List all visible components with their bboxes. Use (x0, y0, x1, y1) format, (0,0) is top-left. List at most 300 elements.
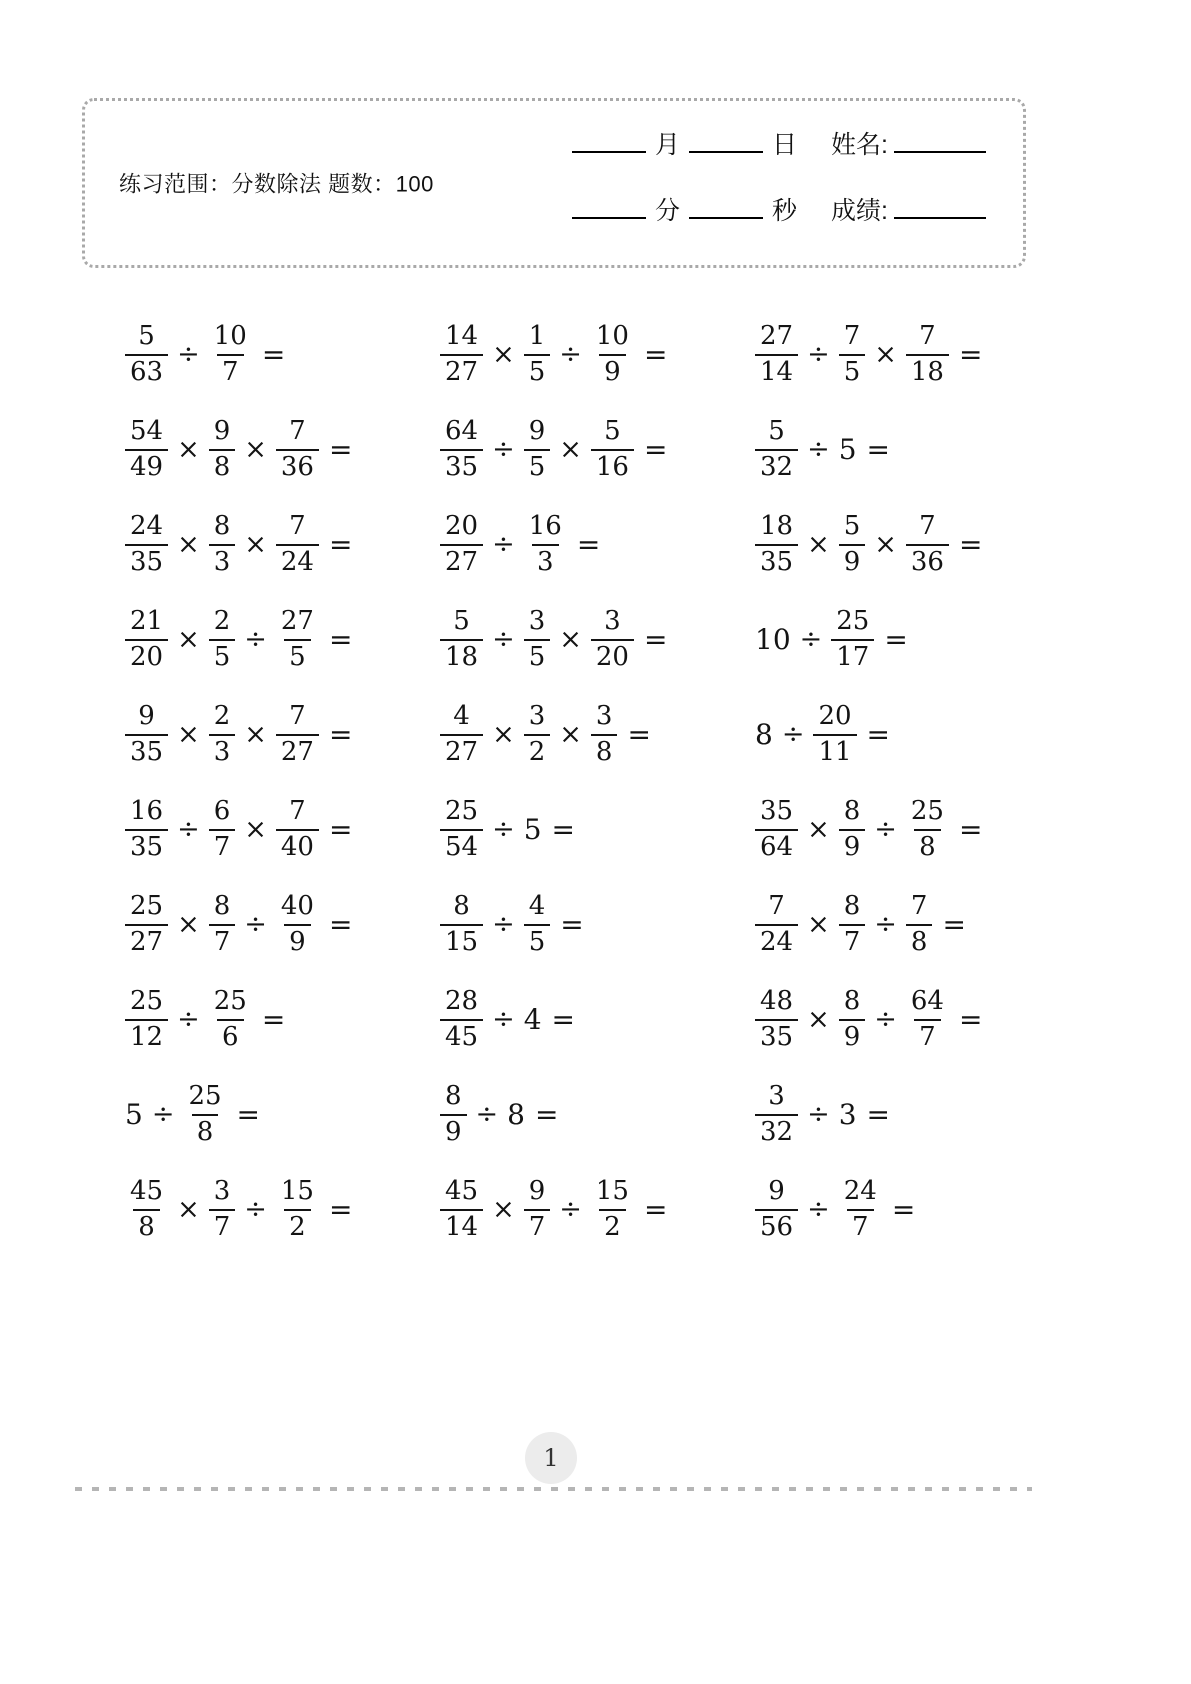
equals-sign: = (643, 338, 668, 371)
fraction (125, 700, 168, 767)
problem (125, 497, 440, 592)
fraction (440, 985, 483, 1052)
multiply-operator: × (177, 719, 200, 750)
name-blank (894, 149, 986, 153)
denominator: 35 (440, 449, 483, 481)
numerator: 45 (130, 1175, 164, 1206)
problem (755, 972, 1095, 1067)
multiply-operator: × (177, 624, 200, 655)
divide-operator: ÷ (244, 909, 267, 940)
denominator: 5 (284, 639, 311, 671)
fraction (125, 890, 168, 957)
numerator: 10 (213, 320, 247, 351)
fraction (591, 1175, 634, 1242)
numerator: 5 (453, 605, 470, 636)
problem (440, 497, 755, 592)
numerator: 16 (130, 795, 164, 826)
denominator: 7 (914, 1019, 941, 1051)
denominator: 11 (813, 734, 856, 766)
fraction (209, 890, 236, 957)
denominator: 5 (524, 449, 551, 481)
numerator: 20 (818, 700, 852, 731)
denominator: 35 (755, 544, 798, 576)
denominator: 20 (591, 639, 634, 671)
divide-operator: ÷ (177, 1004, 200, 1035)
numerator: 25 (910, 795, 944, 826)
denominator: 5 (209, 639, 236, 671)
numerator: 54 (130, 415, 164, 446)
problem (440, 402, 755, 497)
numerator: 48 (760, 985, 794, 1016)
denominator: 45 (440, 1019, 483, 1051)
problem (125, 877, 440, 972)
denominator: 54 (440, 829, 483, 861)
equals-sign: = (958, 1003, 983, 1036)
denominator: 5 (524, 924, 551, 956)
numerator: 21 (130, 605, 164, 636)
denominator: 36 (276, 449, 319, 481)
numerator: 5 (138, 320, 155, 351)
numerator: 16 (528, 510, 562, 541)
denominator: 40 (276, 829, 319, 861)
divide-operator: ÷ (874, 909, 897, 940)
month-blank (572, 149, 646, 153)
fraction (183, 1080, 226, 1147)
divide-operator: ÷ (807, 1099, 830, 1130)
numerator: 64 (445, 415, 479, 446)
divide-operator: ÷ (781, 719, 805, 750)
fraction (813, 700, 856, 767)
multiply-operator: × (244, 814, 267, 845)
problem (440, 1162, 755, 1257)
integer: 5 (838, 433, 857, 466)
denominator: 8 (591, 734, 618, 766)
fraction (125, 795, 168, 862)
numerator: 7 (919, 320, 936, 351)
fraction (524, 605, 551, 672)
fraction (755, 415, 798, 482)
denominator: 24 (276, 544, 319, 576)
denominator: 5 (524, 354, 551, 386)
equals-sign: = (958, 528, 983, 561)
divide-operator: ÷ (244, 624, 267, 655)
equals-sign: = (866, 433, 891, 466)
multiply-operator: × (874, 339, 897, 370)
fraction (524, 1175, 551, 1242)
equals-sign: = (576, 528, 601, 561)
fraction (906, 890, 933, 957)
denominator: 15 (440, 924, 483, 956)
denominator: 49 (125, 449, 168, 481)
denominator: 7 (839, 924, 866, 956)
fraction (440, 700, 483, 767)
denominator: 8 (914, 829, 941, 861)
integer: 5 (523, 813, 542, 846)
problem (755, 877, 1095, 972)
denominator: 9 (440, 1114, 467, 1146)
denominator: 17 (831, 639, 874, 671)
fraction (209, 605, 236, 672)
divide-operator: ÷ (807, 1194, 830, 1225)
numerator: 9 (768, 1175, 785, 1206)
fraction (440, 1175, 483, 1242)
multiply-operator: × (807, 529, 830, 560)
numerator: 2 (213, 605, 231, 636)
fraction (906, 795, 949, 862)
problem (125, 592, 440, 687)
fraction (591, 605, 634, 672)
multiply-operator: × (177, 1194, 200, 1225)
denominator: 35 (125, 544, 168, 576)
denominator: 9 (839, 829, 866, 861)
day-label: 日 (772, 131, 798, 159)
divide-operator: ÷ (492, 909, 515, 940)
problem (755, 687, 1095, 782)
numerator: 9 (528, 1175, 546, 1206)
fraction (755, 510, 798, 577)
integer: 8 (507, 1098, 525, 1131)
denominator: 16 (591, 449, 634, 481)
problem (125, 307, 440, 402)
fraction (839, 795, 866, 862)
divide-operator: ÷ (874, 1004, 897, 1035)
denominator: 8 (133, 1209, 160, 1241)
multiply-operator: × (244, 719, 267, 750)
problem (440, 782, 755, 877)
denominator: 5 (839, 354, 866, 386)
problem (755, 782, 1095, 877)
multiply-operator: × (807, 814, 830, 845)
numerator: 4 (453, 700, 470, 731)
equals-sign: = (551, 1003, 576, 1036)
time-score-row (563, 191, 986, 227)
fraction (839, 510, 866, 577)
denominator: 27 (440, 544, 483, 576)
multiply-operator: × (559, 719, 582, 750)
equals-sign: = (328, 813, 353, 846)
problem (440, 1067, 755, 1162)
fraction (125, 415, 168, 482)
denominator: 9 (839, 1019, 866, 1051)
minute-blank (572, 215, 646, 219)
numerator: 25 (213, 985, 247, 1016)
equals-sign: = (535, 1098, 559, 1131)
denominator: 32 (755, 449, 798, 481)
numerator: 3 (213, 1175, 231, 1206)
fraction (209, 795, 236, 862)
page-number-badge (525, 1432, 577, 1484)
denominator: 8 (192, 1114, 219, 1146)
fraction (125, 605, 168, 672)
problem (440, 307, 755, 402)
divide-operator: ÷ (177, 814, 200, 845)
equals-sign: = (328, 623, 353, 656)
multiply-operator: × (807, 1004, 830, 1035)
numerator: 9 (213, 415, 231, 446)
fraction (276, 605, 319, 672)
numerator: 3 (768, 1080, 785, 1111)
multiply-operator: × (492, 339, 515, 370)
equals-sign: = (328, 718, 353, 751)
numerator: 2 (213, 700, 231, 731)
divide-operator: ÷ (492, 434, 515, 465)
denominator: 6 (217, 1019, 244, 1051)
numerator: 7 (910, 890, 928, 921)
numerator: 3 (528, 605, 546, 636)
denominator: 35 (125, 734, 168, 766)
denominator: 64 (755, 829, 798, 861)
integer: 3 (838, 1098, 857, 1131)
fraction (839, 890, 866, 957)
numerator: 25 (188, 1080, 222, 1111)
denominator: 7 (209, 1209, 236, 1241)
denominator: 9 (284, 924, 311, 956)
numerator: 8 (213, 510, 231, 541)
numerator: 24 (130, 510, 164, 541)
problem (755, 402, 1095, 497)
fraction (440, 795, 483, 862)
problem (440, 592, 755, 687)
numerator: 8 (843, 890, 861, 921)
numerator: 27 (760, 320, 794, 351)
denominator: 5 (524, 639, 551, 671)
problem (125, 687, 440, 782)
numerator: 4 (528, 890, 546, 921)
denominator: 14 (440, 1209, 483, 1241)
denominator: 18 (906, 354, 949, 386)
fraction (591, 320, 634, 387)
problem (125, 782, 440, 877)
multiply-operator: × (807, 909, 830, 940)
equals-sign: = (328, 908, 353, 941)
fraction (839, 1175, 882, 1242)
divide-operator: ÷ (799, 624, 823, 655)
name-label: 姓名: (831, 131, 888, 159)
numerator: 3 (528, 700, 546, 731)
divide-operator: ÷ (177, 339, 200, 370)
fraction (839, 985, 866, 1052)
denominator: 7 (524, 1209, 551, 1241)
numerator: 3 (595, 700, 613, 731)
fraction (209, 1175, 236, 1242)
date-name-row (563, 125, 986, 161)
fraction (440, 510, 483, 577)
problem (755, 1067, 1095, 1162)
numerator: 9 (528, 415, 546, 446)
header-box (82, 98, 1026, 268)
fraction (755, 985, 798, 1052)
practice-range-label: 练习范围：分数除法 题数：100 (119, 171, 434, 197)
fraction (276, 890, 319, 957)
numerator: 20 (445, 510, 479, 541)
numerator: 25 (130, 985, 164, 1016)
divide-operator: ÷ (807, 434, 830, 465)
problem (125, 1162, 440, 1257)
fraction (276, 415, 319, 482)
problem (440, 687, 755, 782)
numerator: 45 (445, 1175, 479, 1206)
problem (755, 497, 1095, 592)
fraction (755, 1080, 798, 1147)
fraction (524, 415, 551, 482)
fraction (125, 985, 168, 1052)
denominator: 24 (755, 924, 798, 956)
fraction (524, 320, 551, 387)
footer-dashed-divider (75, 1487, 1032, 1491)
fraction (276, 795, 319, 862)
numerator: 25 (445, 795, 479, 826)
fraction (755, 1175, 798, 1242)
fraction (125, 320, 168, 387)
denominator: 35 (755, 1019, 798, 1051)
divide-operator: ÷ (807, 339, 830, 370)
denominator: 7 (209, 829, 236, 861)
denominator: 27 (440, 354, 483, 386)
divide-operator: ÷ (492, 1004, 515, 1035)
problem (125, 1067, 440, 1162)
equals-sign: = (884, 623, 908, 656)
fraction (440, 890, 483, 957)
numerator: 7 (289, 415, 306, 446)
numerator: 15 (595, 1175, 629, 1206)
fraction (125, 510, 168, 577)
equals-sign: = (560, 908, 584, 941)
numerator: 8 (453, 890, 470, 921)
numerator: 9 (138, 700, 155, 731)
numerator: 7 (289, 700, 306, 731)
numerator: 15 (280, 1175, 314, 1206)
numerator: 8 (213, 890, 231, 921)
score-blank (894, 215, 986, 219)
fraction (440, 605, 483, 672)
fraction (209, 510, 236, 577)
equals-sign: = (551, 813, 576, 846)
numerator: 5 (843, 510, 861, 541)
denominator: 32 (755, 1114, 798, 1146)
integer: 4 (523, 1003, 542, 1036)
day-blank (689, 149, 763, 153)
equals-sign: = (328, 1193, 353, 1226)
month-label: 月 (655, 131, 681, 159)
divide-operator: ÷ (492, 814, 515, 845)
multiply-operator: × (244, 434, 267, 465)
multiply-operator: × (559, 434, 582, 465)
numerator: 5 (604, 415, 621, 446)
fraction (209, 985, 252, 1052)
multiply-operator: × (874, 529, 897, 560)
numerator: 28 (445, 985, 479, 1016)
numerator: 1 (528, 320, 546, 351)
numerator: 40 (280, 890, 314, 921)
numerator: 24 (843, 1175, 877, 1206)
fraction (591, 700, 618, 767)
equals-sign: = (328, 528, 353, 561)
denominator: 27 (125, 924, 168, 956)
numerator: 8 (843, 985, 861, 1016)
equals-sign: = (891, 1193, 916, 1226)
problem (125, 972, 440, 1067)
fraction (755, 320, 798, 387)
fraction (209, 415, 236, 482)
multiply-operator: × (177, 909, 200, 940)
minute-label: 分 (655, 197, 681, 225)
fraction (524, 890, 551, 957)
multiply-operator: × (492, 1194, 515, 1225)
fraction (440, 1080, 467, 1147)
numerator: 5 (768, 415, 785, 446)
denominator: 9 (599, 354, 626, 386)
problem (755, 1162, 1095, 1257)
fraction (755, 795, 798, 862)
fraction (276, 1175, 319, 1242)
multiply-operator: × (244, 529, 267, 560)
numerator: 7 (768, 890, 785, 921)
denominator: 27 (276, 734, 319, 766)
fraction (755, 890, 798, 957)
equals-sign: = (643, 623, 668, 656)
numerator: 7 (289, 795, 306, 826)
fraction (831, 605, 874, 672)
fraction (440, 415, 483, 482)
denominator: 2 (524, 734, 551, 766)
multiply-operator: × (177, 434, 200, 465)
integer: 8 (755, 718, 773, 751)
equals-sign: = (627, 718, 651, 751)
denominator: 63 (125, 354, 168, 386)
fraction (524, 700, 551, 767)
denominator: 7 (209, 924, 236, 956)
integer: 10 (755, 623, 791, 656)
numerator: 7 (843, 320, 861, 351)
divide-operator: ÷ (874, 814, 897, 845)
problem (755, 592, 1095, 687)
denominator: 7 (847, 1209, 874, 1241)
problem (440, 877, 755, 972)
denominator: 2 (599, 1209, 626, 1241)
equals-sign: = (866, 1098, 891, 1131)
fraction (839, 320, 866, 387)
integer: 5 (125, 1098, 143, 1131)
equals-sign: = (328, 433, 353, 466)
divide-operator: ÷ (559, 339, 582, 370)
divide-operator: ÷ (492, 529, 515, 560)
fraction (209, 320, 252, 387)
equals-sign: = (236, 1098, 261, 1131)
fraction (591, 415, 634, 482)
fraction (906, 320, 949, 387)
numerator: 8 (445, 1080, 462, 1111)
equals-sign: = (643, 433, 668, 466)
numerator: 25 (130, 890, 164, 921)
equals-sign: = (261, 1003, 286, 1036)
denominator: 18 (440, 639, 483, 671)
numerator: 64 (910, 985, 944, 1016)
divide-operator: ÷ (559, 1194, 582, 1225)
denominator: 8 (209, 449, 236, 481)
equals-sign: = (643, 1193, 668, 1226)
denominator: 7 (217, 354, 244, 386)
equals-sign: = (958, 338, 983, 371)
denominator: 9 (839, 544, 866, 576)
denominator: 56 (755, 1209, 798, 1241)
denominator: 2 (284, 1209, 311, 1241)
numerator: 25 (836, 605, 870, 636)
equals-sign: = (261, 338, 286, 371)
fraction (524, 510, 567, 577)
numerator: 8 (843, 795, 861, 826)
problems-grid (125, 307, 1095, 1257)
fraction (209, 700, 236, 767)
